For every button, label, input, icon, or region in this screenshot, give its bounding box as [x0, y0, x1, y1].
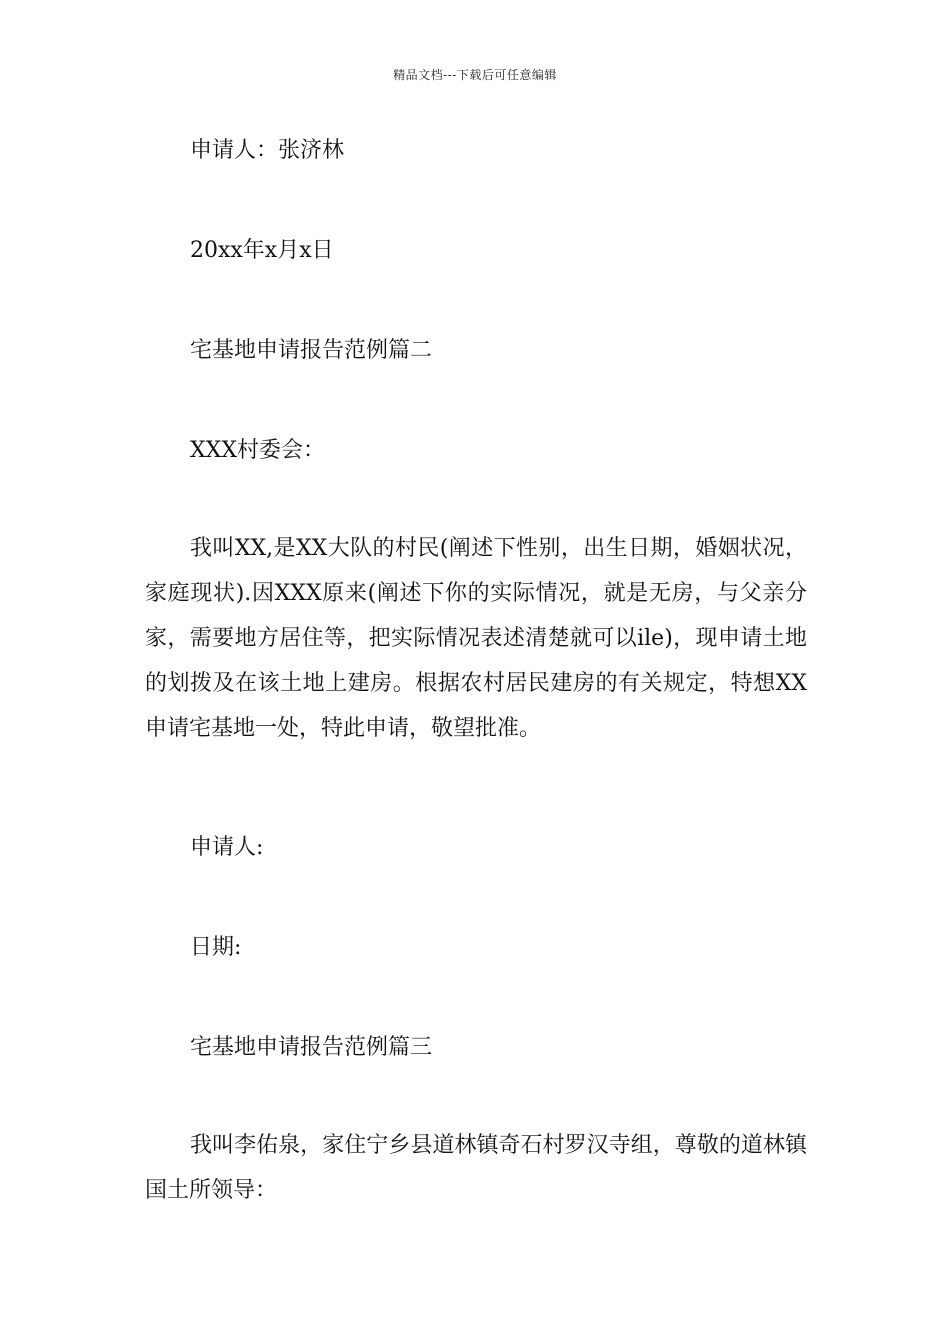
applicant-signature: 申请人：张济林 — [190, 138, 345, 163]
body-paragraph-3: 我叫李佑泉，家住宁乡县道林镇奇石村罗汉寺组，尊敬的道林镇国土所领导： — [145, 1133, 807, 1203]
section-title-3: 宅基地申请报告范例篇三 — [190, 1035, 433, 1060]
date-label: 日期: — [190, 935, 242, 960]
applicant-label: 申请人: — [190, 835, 264, 860]
section-title-2: 宅基地申请报告范例篇二 — [190, 338, 433, 363]
salutation: XXX村委会： — [190, 438, 325, 463]
body-paragraph-2: 我叫XX,是XX大队的村民(阐述下性别，出生日期，婚姻状况，家庭现状).因XXX原来(阐述下你的实际情况，就是无房，与父亲分家，需要地方居住等，把实际情况表述清楚就可以ile)，现申请土地的划拨及在该土地上建房。根据农村居民建房的有关规定，特想XX申请宅基地一处，特此申请，敬望批准。 — [145, 536, 807, 741]
page-header: 精品文档---下载后可任意编辑 — [393, 68, 557, 82]
signature-date: 20xx年x月x日 — [190, 238, 334, 263]
